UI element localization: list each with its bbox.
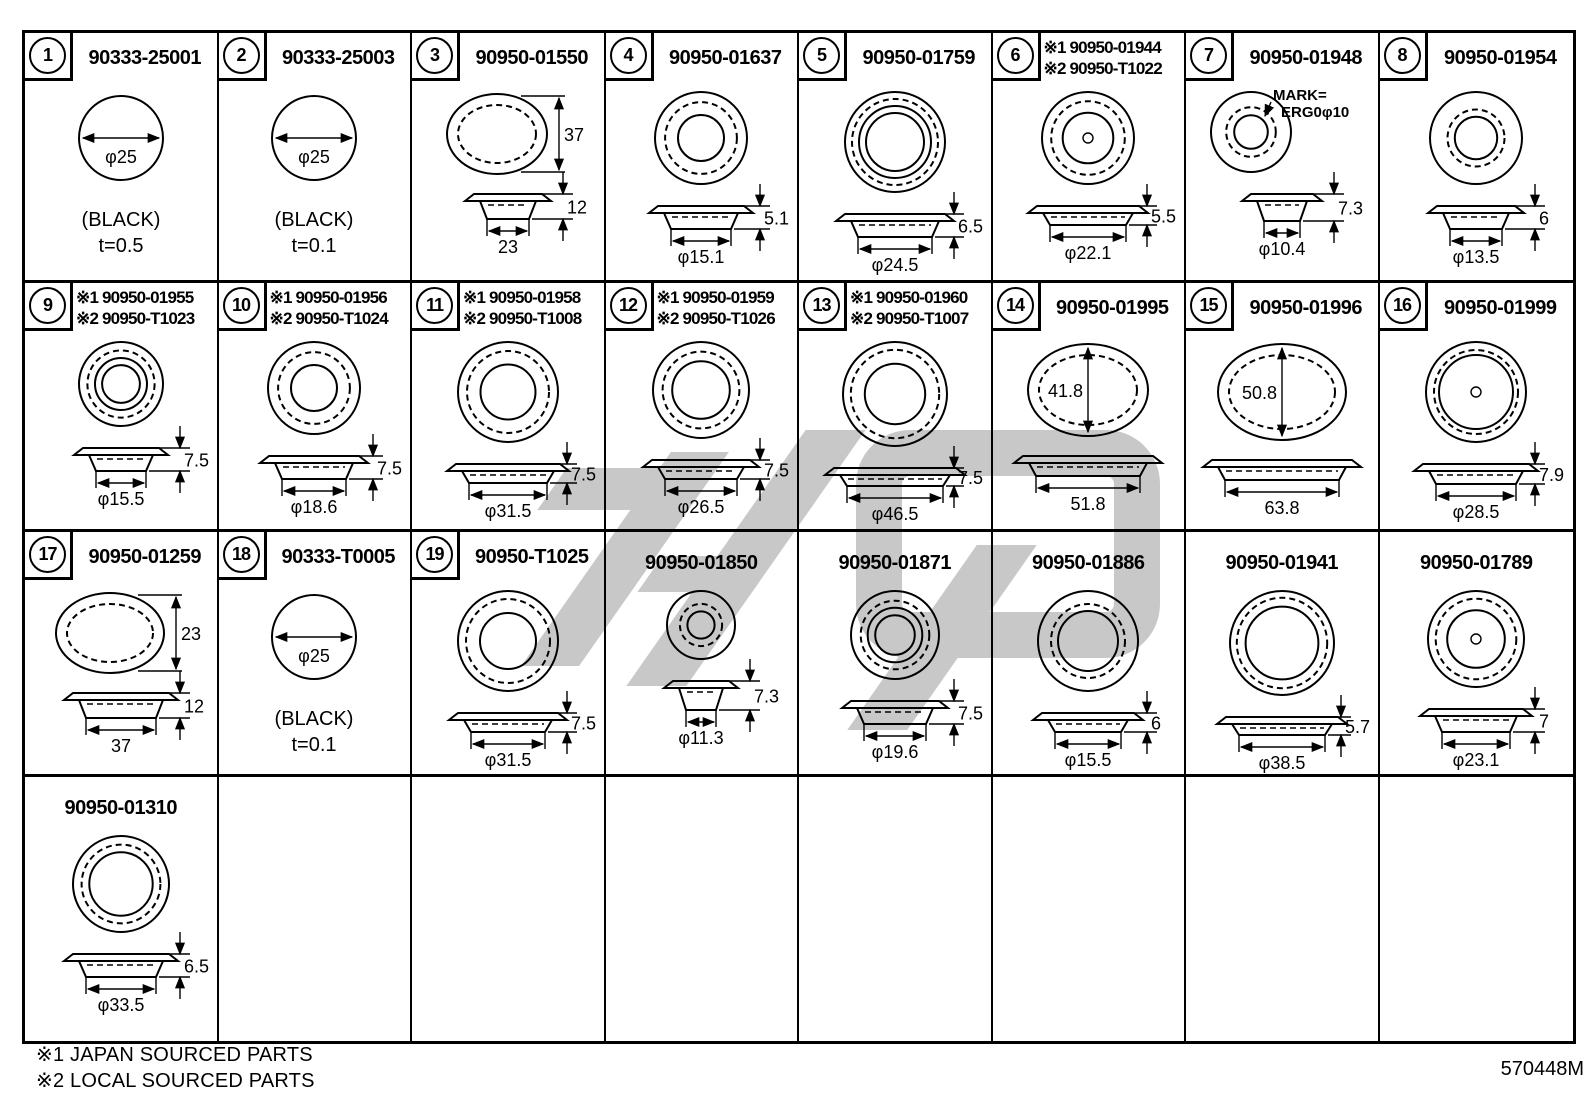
- part-number: [1041, 33, 1185, 83]
- svg-text:63.8: 63.8: [1264, 498, 1300, 518]
- part-index-number: 19: [416, 536, 453, 573]
- part-number: [73, 532, 217, 582]
- footnote-local-sourced: ※2 LOCAL SOURCED PARTS: [36, 1070, 315, 1092]
- part-drawing: [1380, 334, 1574, 529]
- part-drawing: [799, 334, 991, 529]
- svg-text:φ15.5: φ15.5: [1064, 750, 1112, 770]
- svg-text:ERG0φ10: ERG0φ10: [1280, 104, 1350, 121]
- part-number-line[interactable]: ※1 90950-01958: [463, 288, 581, 307]
- svg-text:φ18.6: φ18.6: [290, 497, 338, 517]
- svg-text:6: 6: [1539, 208, 1550, 229]
- part-number: [267, 283, 411, 333]
- part-index-number: 7: [1190, 37, 1227, 74]
- part-cell: [799, 33, 993, 283]
- part-number-line[interactable]: 90950-01759: [862, 46, 975, 69]
- part-number: [460, 532, 604, 582]
- part-number-line[interactable]: 90950-01948: [1249, 46, 1362, 69]
- part-number-line[interactable]: ※2 90950-T1024: [269, 309, 388, 328]
- part-number: [460, 283, 604, 333]
- part-index-badge: [219, 283, 267, 331]
- part-number-line[interactable]: 90950-01550: [475, 46, 588, 69]
- part-cell-header: [1380, 33, 1574, 83]
- part-cell: [219, 33, 413, 283]
- svg-text:7.3: 7.3: [1337, 198, 1363, 219]
- part-number-line[interactable]: 90950-01310: [64, 796, 177, 819]
- part-number-line[interactable]: 90950-01259: [88, 545, 201, 568]
- part-drawing: [25, 583, 217, 774]
- svg-text:7.5: 7.5: [183, 450, 209, 471]
- part-number: [993, 532, 1185, 582]
- part-cell-header: [1186, 283, 1378, 333]
- part-drawing: [412, 84, 604, 280]
- part-index-number: 4: [610, 37, 647, 74]
- part-number: [267, 33, 411, 83]
- empty-cell: [1186, 777, 1380, 1041]
- part-drawing: [993, 84, 1185, 280]
- part-cell: [993, 283, 1187, 532]
- svg-text:6.5: 6.5: [957, 216, 983, 237]
- part-drawing: [1186, 334, 1378, 529]
- part-number-line[interactable]: 90950-T1025: [475, 545, 589, 568]
- part-cell: [412, 33, 606, 283]
- empty-cell: [1380, 777, 1574, 1041]
- part-index-badge: [993, 283, 1041, 331]
- part-index-number: 17: [29, 536, 66, 573]
- part-cell-header: [25, 283, 217, 333]
- part-number-line[interactable]: 90333-25003: [282, 46, 395, 69]
- part-cell-header: [993, 33, 1185, 83]
- part-number-line[interactable]: ※1 90950-01956: [269, 288, 387, 307]
- part-drawing: [799, 84, 991, 280]
- part-number: [25, 777, 217, 827]
- part-index-badge: [25, 283, 73, 331]
- part-number: [654, 33, 798, 83]
- svg-text:7.5: 7.5: [957, 468, 983, 488]
- svg-text:φ31.5: φ31.5: [484, 750, 532, 770]
- part-cell-header: [1186, 532, 1378, 582]
- svg-text:φ26.5: φ26.5: [677, 497, 725, 517]
- part-number-line[interactable]: 90950-01995: [1056, 296, 1169, 319]
- part-number: [1234, 283, 1378, 333]
- svg-text:φ25: φ25: [298, 147, 331, 167]
- empty-cell: [799, 777, 993, 1041]
- svg-text:φ15.5: φ15.5: [97, 489, 145, 509]
- part-index-badge: [606, 33, 654, 81]
- part-cell: [1186, 532, 1380, 777]
- svg-text:φ10.4: φ10.4: [1258, 239, 1306, 259]
- part-drawing: [1380, 583, 1574, 774]
- part-number: [1234, 33, 1378, 83]
- svg-text:7: 7: [1539, 711, 1550, 732]
- part-index-badge: [219, 33, 267, 81]
- part-number-line[interactable]: ※1 90950-01960: [850, 288, 968, 307]
- part-cell: [993, 33, 1187, 283]
- part-number: [654, 283, 798, 333]
- part-number: [73, 33, 217, 83]
- part-index-badge: [799, 33, 847, 81]
- part-cell-header: [799, 283, 991, 333]
- svg-text:7.5: 7.5: [377, 458, 403, 479]
- part-index-badge: [412, 283, 460, 331]
- svg-text:t=0.1: t=0.1: [291, 734, 337, 756]
- part-number: [73, 283, 217, 333]
- part-index-number: 10: [223, 287, 260, 324]
- svg-text:(BLACK): (BLACK): [81, 209, 161, 231]
- part-cell: [1380, 33, 1574, 283]
- part-index-badge: [1380, 283, 1428, 331]
- part-index-badge: [1380, 33, 1428, 81]
- svg-text:φ38.5: φ38.5: [1258, 753, 1306, 773]
- part-index-number: 11: [416, 287, 453, 324]
- part-index-number: 13: [803, 287, 840, 324]
- part-cell: [219, 283, 413, 532]
- part-cell: [219, 532, 413, 777]
- part-cell: [1186, 283, 1380, 532]
- part-drawing: [412, 334, 604, 529]
- part-index-number: 18: [223, 536, 260, 573]
- parts-table: [22, 30, 1576, 1044]
- part-drawing: [25, 828, 217, 1041]
- footnotes: [36, 1042, 315, 1094]
- part-cell: [1380, 532, 1574, 777]
- part-index-number: 3: [416, 37, 453, 74]
- part-number-line[interactable]: 90950-01941: [1225, 551, 1338, 574]
- part-number-line[interactable]: ※1 90950-01944: [1043, 38, 1161, 57]
- part-drawing: [1380, 84, 1574, 280]
- part-drawing: [25, 84, 217, 280]
- part-cell: [25, 33, 219, 283]
- svg-text:t=0.5: t=0.5: [98, 235, 144, 257]
- part-cell: [606, 283, 800, 532]
- svg-text:7.3: 7.3: [754, 686, 780, 707]
- part-cell: [412, 283, 606, 532]
- svg-text:φ24.5: φ24.5: [871, 255, 919, 275]
- part-number-line[interactable]: 90950-01999: [1444, 296, 1557, 319]
- part-number-line[interactable]: ※2 90950-T1023: [76, 309, 195, 328]
- part-drawing: [993, 334, 1185, 529]
- part-cell-header: [606, 532, 798, 582]
- part-number-line[interactable]: 90950-01637: [669, 46, 782, 69]
- part-cell: [412, 532, 606, 777]
- part-cell: [606, 532, 800, 777]
- part-number-line[interactable]: ※2 90950-T1022: [1043, 59, 1162, 78]
- part-drawing: [606, 583, 798, 774]
- part-index-badge: [1186, 283, 1234, 331]
- part-cell-header: [1186, 33, 1378, 83]
- part-index-number: 2: [223, 37, 260, 74]
- part-cell-header: [993, 283, 1185, 333]
- svg-text:MARK=: MARK=: [1272, 87, 1327, 104]
- part-index-badge: [993, 33, 1041, 81]
- part-index-number: 8: [1384, 37, 1421, 74]
- part-cell: [993, 532, 1187, 777]
- svg-text:50.8: 50.8: [1241, 383, 1277, 403]
- footnote-japan-sourced: ※1 JAPAN SOURCED PARTS: [36, 1044, 313, 1066]
- part-number: [799, 532, 991, 582]
- part-number-line[interactable]: 90333-T0005: [281, 545, 395, 568]
- svg-text:φ19.6: φ19.6: [871, 742, 919, 762]
- part-cell-header: [606, 283, 798, 333]
- empty-cell: [606, 777, 800, 1041]
- part-number: [1428, 283, 1574, 333]
- part-drawing: [799, 583, 991, 774]
- part-number: [847, 283, 991, 333]
- part-index-number: 1: [29, 37, 66, 74]
- part-index-badge: [606, 283, 654, 331]
- part-cell: [25, 532, 219, 777]
- part-drawing: [1186, 583, 1378, 774]
- part-cell: [799, 283, 993, 532]
- svg-text:51.8: 51.8: [1070, 494, 1106, 514]
- svg-text:37: 37: [110, 736, 131, 756]
- svg-text:23: 23: [497, 237, 518, 257]
- svg-text:φ15.1: φ15.1: [677, 247, 725, 267]
- part-cell-header: [1380, 283, 1574, 333]
- empty-cell: [219, 777, 413, 1041]
- svg-text:7.5: 7.5: [957, 703, 983, 724]
- svg-text:7.9: 7.9: [1539, 465, 1565, 485]
- svg-text:41.8: 41.8: [1048, 381, 1084, 401]
- doc-number: 570448M: [1500, 1058, 1584, 1080]
- part-index-badge: [25, 532, 73, 580]
- svg-text:7.5: 7.5: [764, 460, 790, 481]
- svg-text:φ31.5: φ31.5: [484, 501, 532, 521]
- part-index-number: 12: [610, 287, 647, 324]
- svg-text:12: 12: [183, 696, 204, 717]
- part-number-line[interactable]: 90950-01996: [1249, 296, 1362, 319]
- svg-text:5.7: 5.7: [1344, 717, 1370, 737]
- part-index-badge: [412, 33, 460, 81]
- part-drawing: [412, 583, 604, 774]
- svg-text:23: 23: [180, 624, 201, 644]
- part-index-badge: [412, 532, 460, 580]
- part-cell-header: [799, 33, 991, 83]
- part-index-number: 6: [997, 37, 1034, 74]
- svg-text:6: 6: [1151, 713, 1162, 734]
- svg-text:37: 37: [563, 125, 584, 145]
- svg-text:(BLACK): (BLACK): [274, 209, 354, 231]
- part-number-line[interactable]: 90333-25001: [88, 46, 201, 69]
- part-drawing: [219, 583, 411, 774]
- part-cell: [606, 33, 800, 283]
- part-cell: [25, 777, 219, 1041]
- part-drawing: [219, 334, 411, 529]
- svg-text:7.5: 7.5: [570, 464, 596, 485]
- part-number: [1041, 283, 1185, 333]
- part-cell-header: [25, 777, 217, 827]
- part-number-line[interactable]: 90950-01871: [838, 551, 951, 574]
- svg-text:7.5: 7.5: [570, 713, 596, 734]
- svg-text:6.5: 6.5: [183, 956, 209, 977]
- part-number: [1428, 33, 1574, 83]
- part-index-badge: [25, 33, 73, 81]
- part-index-badge: [799, 283, 847, 331]
- part-cell-header: [412, 33, 604, 83]
- part-index-number: 16: [1384, 287, 1421, 324]
- part-cell-header: [993, 532, 1185, 582]
- part-number-line[interactable]: ※1 90950-01955: [76, 288, 194, 307]
- part-drawing: [606, 334, 798, 529]
- part-cell-header: [606, 33, 798, 83]
- part-number: [606, 532, 798, 582]
- part-number-line[interactable]: 90950-01789: [1420, 551, 1533, 574]
- part-cell-header: [219, 532, 411, 582]
- part-drawing: [25, 334, 217, 529]
- svg-text:φ25: φ25: [298, 646, 331, 666]
- part-index-badge: [219, 532, 267, 580]
- svg-text:φ13.5: φ13.5: [1452, 247, 1500, 267]
- svg-text:φ22.1: φ22.1: [1064, 243, 1112, 263]
- part-index-number: 5: [803, 37, 840, 74]
- part-cell-header: [219, 33, 411, 83]
- part-number-line[interactable]: ※2 90950-T1008: [463, 309, 582, 328]
- part-drawing: [606, 84, 798, 280]
- svg-text:5.5: 5.5: [1151, 206, 1177, 227]
- part-drawing: [219, 84, 411, 280]
- svg-text:φ25: φ25: [104, 147, 137, 167]
- part-number-line[interactable]: 90950-01886: [1032, 551, 1145, 574]
- part-cell-header: [25, 532, 217, 582]
- part-cell-header: [412, 532, 604, 582]
- part-number: [1380, 532, 1574, 582]
- part-number-line[interactable]: ※2 90950-T1026: [656, 309, 775, 328]
- part-number: [460, 33, 604, 83]
- part-index-number: 15: [1190, 287, 1227, 324]
- part-cell: [25, 283, 219, 532]
- part-cell: [799, 532, 993, 777]
- svg-text:12: 12: [566, 197, 587, 218]
- part-index-number: 9: [29, 287, 66, 324]
- part-cell-header: [1380, 532, 1574, 582]
- empty-cell: [993, 777, 1187, 1041]
- svg-text:φ33.5: φ33.5: [97, 995, 145, 1015]
- part-cell: [1186, 33, 1380, 283]
- part-drawing: [1186, 84, 1378, 280]
- part-number-line[interactable]: 90950-01850: [645, 551, 758, 574]
- svg-text:φ28.5: φ28.5: [1452, 502, 1500, 522]
- svg-text:φ46.5: φ46.5: [871, 504, 919, 524]
- part-index-badge: [1186, 33, 1234, 81]
- part-number-line[interactable]: ※1 90950-01959: [656, 288, 774, 307]
- part-cell-header: [799, 532, 991, 582]
- part-index-number: 14: [997, 287, 1034, 324]
- part-number: [1186, 532, 1378, 582]
- part-cell-header: [219, 283, 411, 333]
- svg-text:5.1: 5.1: [764, 208, 790, 229]
- part-number: [267, 532, 411, 582]
- part-number-line[interactable]: 90950-01954: [1444, 46, 1557, 69]
- svg-text:t=0.1: t=0.1: [291, 235, 337, 257]
- part-cell-header: [412, 283, 604, 333]
- svg-text:φ11.3: φ11.3: [678, 728, 724, 748]
- empty-cell: [412, 777, 606, 1041]
- svg-text:(BLACK): (BLACK): [274, 708, 354, 730]
- svg-text:φ23.1: φ23.1: [1452, 750, 1500, 770]
- part-number-line[interactable]: ※2 90950-T1007: [850, 309, 969, 328]
- part-number: [847, 33, 991, 83]
- part-drawing: [993, 583, 1185, 774]
- part-cell: [1380, 283, 1574, 532]
- part-cell-header: [25, 33, 217, 83]
